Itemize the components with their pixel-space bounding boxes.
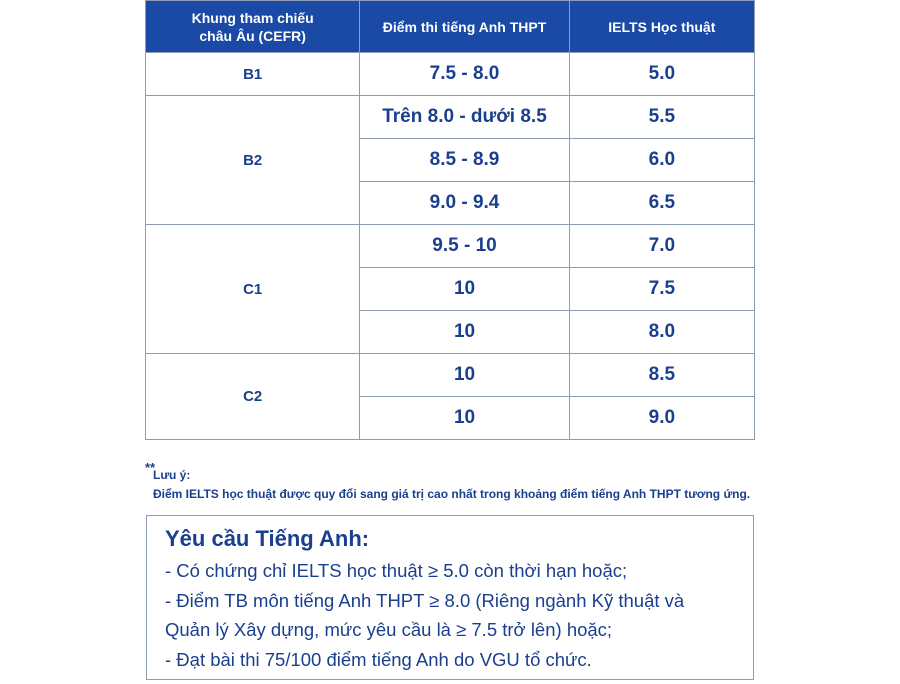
thpt-score-cell: 10 xyxy=(360,268,569,311)
thpt-score-cell: 8.5 - 8.9 xyxy=(360,139,569,182)
thpt-score-cell: 10 xyxy=(360,397,569,440)
header-thpt: Điểm thi tiếng Anh THPT xyxy=(360,1,569,53)
requirements-title: Yêu cầu Tiếng Anh: xyxy=(165,526,370,551)
requirement-line: Quản lý Xây dựng, mức yêu cầu là ≥ 7.5 trở lên) hoặc; xyxy=(165,619,613,640)
cefr-level-cell: B1 xyxy=(146,53,360,96)
table-row xyxy=(146,354,755,397)
requirement-line: - Điểm TB môn tiếng Anh THPT ≥ 8.0 (Riêng ngành Kỹ thuật và xyxy=(165,589,685,611)
ielts-score-cell: 5.5 xyxy=(569,96,754,139)
thpt-score-cell: 10 xyxy=(360,311,569,354)
ielts-score-cell: 6.5 xyxy=(569,182,754,225)
requirement-line: - Có chứng chỉ IELTS học thuật ≥ 5.0 còn thời hạn hoặc; xyxy=(165,560,628,581)
cefr-level-cell: C1 xyxy=(146,225,360,354)
ielts-score-cell: 6.0 xyxy=(569,139,754,182)
footnote-text: Điểm IELTS học thuật được quy đổi sang giá trị cao nhất trong khoảng điểm tiếng Anh THPT tương ứng. xyxy=(153,487,751,501)
ielts-score-cell: 7.5 xyxy=(569,268,754,311)
thpt-score-cell: 9.5 - 10 xyxy=(360,225,569,268)
english-requirements-box xyxy=(146,515,754,680)
header-ielts: IELTS Học thuật xyxy=(569,1,754,53)
table-header-row xyxy=(146,1,755,53)
score-conversion-table xyxy=(145,0,755,440)
table-row xyxy=(146,225,755,268)
ielts-score-cell: 8.0 xyxy=(569,311,754,354)
requirement-line: - Đạt bài thi 75/100 điểm tiếng Anh do VGU tổ chức. xyxy=(165,648,592,670)
thpt-score-cell: 7.5 - 8.0 xyxy=(360,53,569,96)
footnote-label: Lưu ý: xyxy=(153,468,191,482)
cefr-level-cell: C2 xyxy=(146,354,360,440)
ielts-score-cell: 8.5 xyxy=(569,354,754,397)
ielts-score-cell: 9.0 xyxy=(569,397,754,440)
table-row xyxy=(146,96,755,139)
ielts-score-cell: 7.0 xyxy=(569,225,754,268)
thpt-score-cell: 10 xyxy=(360,354,569,397)
thpt-score-cell: Trên 8.0 - dưới 8.5 xyxy=(360,96,569,139)
cefr-level-cell: B2 xyxy=(146,96,360,225)
header-cefr: Khung tham chiếu châu Âu (CEFR) xyxy=(146,1,360,53)
ielts-score-cell: 5.0 xyxy=(569,53,754,96)
thpt-score-cell: 9.0 - 9.4 xyxy=(360,182,569,225)
footnote-asterisks: ** xyxy=(145,460,156,475)
table-row xyxy=(146,53,755,96)
